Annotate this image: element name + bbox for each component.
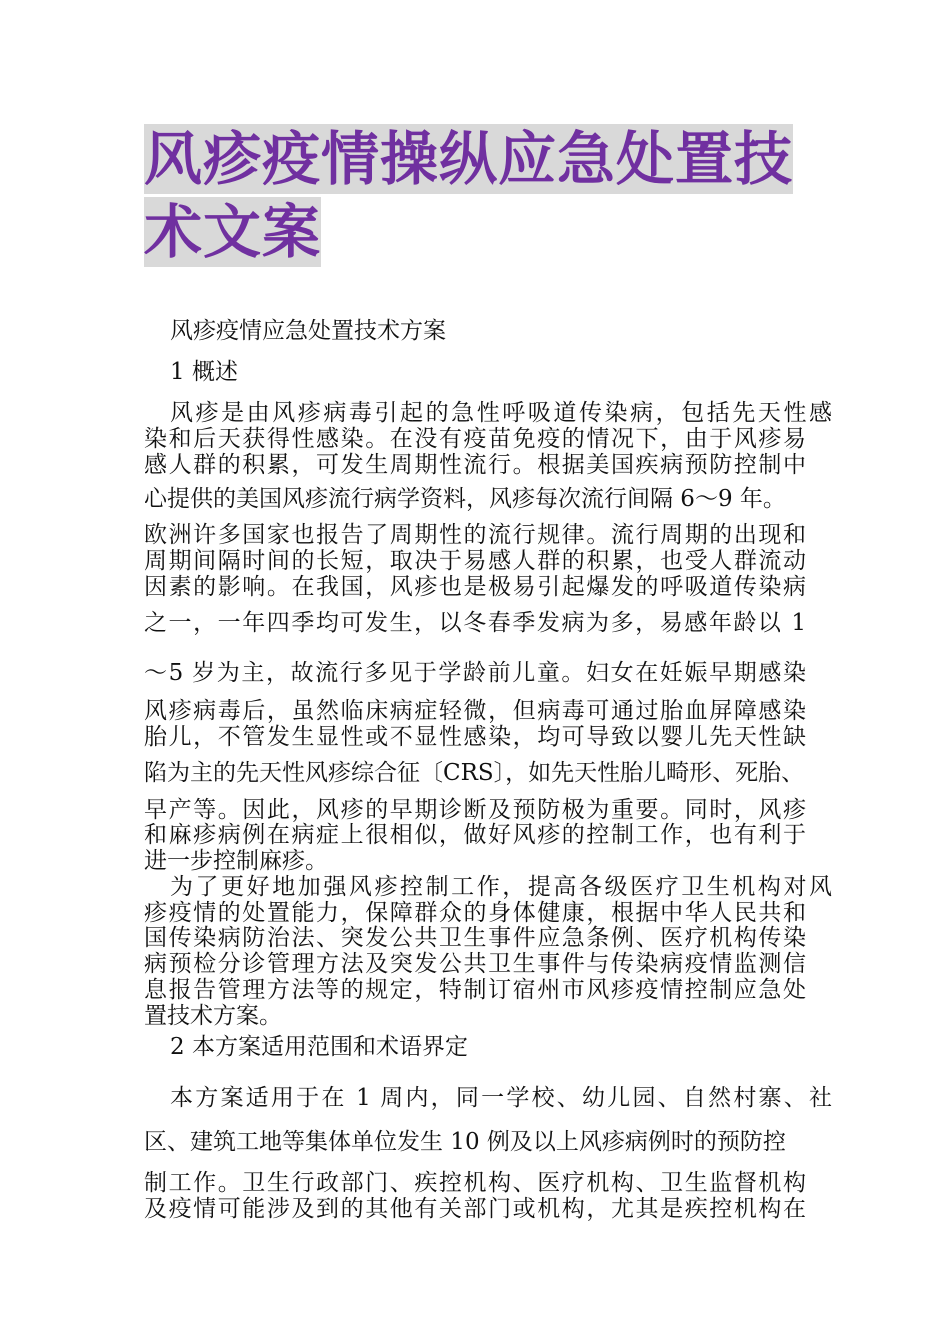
body-line: 国传染病防治法、突发公共卫生事件应急条例、医疗机构传染 <box>144 925 806 951</box>
body-line: 区、建筑工地等集体单位发生 10 例及以上风疹病例时的预防控 <box>144 1129 786 1155</box>
body-line: 和麻疹病例在病症上很相似，做好风疹的控制工作，也有利于 <box>144 822 806 848</box>
body-line: 胎儿，不管发生显性或不显性感染，均可导致以婴儿先天性缺 <box>144 724 806 750</box>
body-line: 置技术方案。 <box>144 1003 282 1029</box>
title-line-2: 术文案 <box>144 198 322 266</box>
body-line: 息报告管理方法等的规定，特制订宿州市风疹疫情控制应急处 <box>144 977 806 1003</box>
body-line: 陷为主的先天性风疹综合征〔CRS〕，如先天性胎儿畸形、死胎、 <box>144 760 805 786</box>
body-line: 病预检分诊管理方法及突发公共卫生事件与传染病疫情监测信 <box>144 951 806 977</box>
body-line: 欧洲许多国家也报告了周期性的流行规律。流行周期的出现和 <box>144 522 806 548</box>
body-line: 感人群的积累，可发生周期性流行。根据美国疾病预防控制中 <box>144 452 806 478</box>
body-line: 制工作。卫生行政部门、疾控机构、医疗机构、卫生监督机构 <box>144 1170 806 1196</box>
body-line: 疹疫情的处置能力，保障群众的身体健康，根据中华人民共和 <box>144 900 806 926</box>
body-line: 心提供的美国风疹流行病学资料，风疹每次流行间隔 6～9 年。 <box>144 486 786 512</box>
body-line: 为了更好地加强风疹控制工作，提高各级医疗卫生机构对风 <box>170 874 832 900</box>
subtitle: 风疹疫情应急处置技术方案 <box>170 318 446 344</box>
body-line: 早产等。因此，风疹的早期诊断及预防极为重要。同时，风疹 <box>144 797 806 823</box>
document-title <box>144 124 814 270</box>
section-heading-scope: 2 本方案适用范围和术语界定 <box>170 1034 468 1060</box>
section-heading-overview: 1 概述 <box>170 359 238 385</box>
body-line: 风疹病毒后，虽然临床病症轻微，但病毒可通过胎血屏障感染 <box>144 698 806 724</box>
body-line: 及疫情可能涉及到的其他有关部门或机构，尤其是疾控机构在 <box>144 1196 806 1222</box>
body-line: ～5 岁为主，故流行多见于学龄前儿童。妇女在妊娠早期感染 <box>144 660 806 686</box>
body-line: 染和后天获得性感染。在没有疫苗免疫的情况下，由于风疹易 <box>144 426 806 452</box>
body-line: 风疹是由风疹病毒引起的急性呼吸道传染病，包括先天性感 <box>170 400 832 426</box>
title-line-1: 风疹疫情操纵应急处置技 <box>144 125 794 193</box>
body-line: 本方案适用于在 1 周内，同一学校、幼儿园、自然村寨、社 <box>170 1085 832 1111</box>
body-line: 之一，一年四季均可发生，以冬春季发病为多，易感年龄以 1 <box>144 610 806 636</box>
body-line: 因素的影响。在我国，风疹也是极易引起爆发的呼吸道传染病 <box>144 574 806 600</box>
body-line: 进一步控制麻疹。 <box>144 848 328 874</box>
body-line: 周期间隔时间的长短，取决于易感人群的积累，也受人群流动 <box>144 548 806 574</box>
